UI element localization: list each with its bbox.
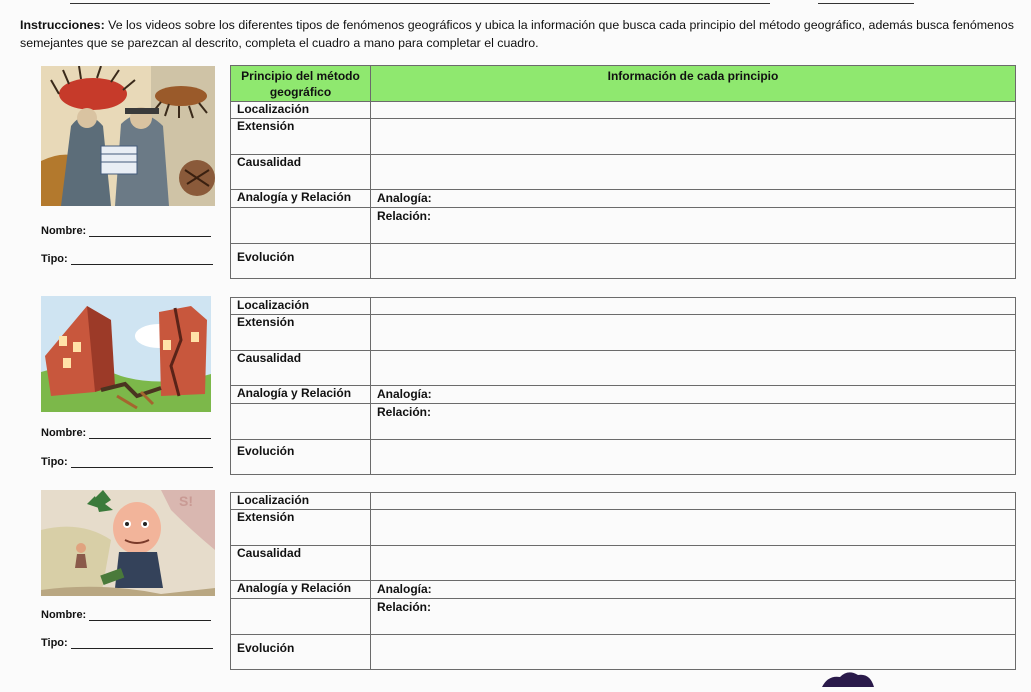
evolucion-label: Evolución <box>237 444 295 458</box>
row-extension-label: Extensión <box>231 315 371 351</box>
tipo-field[interactable] <box>41 636 213 649</box>
nombre-blank[interactable] <box>89 608 211 621</box>
row-localizacion-label: Localización <box>231 493 371 510</box>
row-extension-label: Extensión <box>231 119 371 155</box>
tipo-label: Tipo: <box>41 456 68 468</box>
row-relacion-answer[interactable] <box>371 599 1016 635</box>
nombre-field[interactable] <box>41 224 211 237</box>
top-rule <box>70 3 770 4</box>
instructions-paragraph <box>20 16 1020 52</box>
row-analogia-relacion-label: Analogía y Relación <box>231 581 371 599</box>
tipo-blank[interactable] <box>71 455 213 468</box>
row-analogia-answer[interactable] <box>371 581 1016 599</box>
nombre-field[interactable] <box>41 426 211 439</box>
row-extension-answer[interactable] <box>371 119 1016 155</box>
row-relacion-spacer <box>231 208 371 244</box>
relacion-label: Relación: <box>377 405 432 419</box>
principles-table-3 <box>230 492 1016 670</box>
instructions-label: Instrucciones: <box>20 18 105 32</box>
principles-table-1 <box>230 65 1016 279</box>
nombre-label: Nombre: <box>41 225 87 237</box>
tipo-field[interactable] <box>41 252 213 265</box>
nombre-field[interactable] <box>41 608 211 621</box>
row-causalidad-answer[interactable] <box>371 546 1016 581</box>
row-localizacion-answer[interactable] <box>371 102 1016 119</box>
row-relacion-answer[interactable] <box>371 404 1016 440</box>
tipo-label: Tipo: <box>41 637 68 649</box>
header-principle: Principio del método geográfico <box>231 66 371 102</box>
row-evolucion-label <box>231 244 371 279</box>
ink-blot <box>818 667 878 692</box>
row-extension-label: Extensión <box>231 510 371 546</box>
analogia-label: Analogía: <box>377 387 432 401</box>
principles-table-2 <box>230 297 1016 475</box>
row-localizacion-answer[interactable] <box>371 298 1016 315</box>
nombre-blank[interactable] <box>89 426 211 439</box>
row-evolucion-label <box>231 635 371 670</box>
row-analogia-answer[interactable] <box>371 386 1016 404</box>
tipo-label: Tipo: <box>41 253 68 265</box>
nombre-blank[interactable] <box>89 224 211 237</box>
tipo-blank[interactable] <box>71 636 213 649</box>
row-localizacion-label: Localización <box>231 102 371 119</box>
row-extension-answer[interactable] <box>371 510 1016 546</box>
row-causalidad-answer[interactable] <box>371 155 1016 190</box>
pest-cartoon-image <box>41 66 215 206</box>
tipo-blank[interactable] <box>71 252 213 265</box>
evolucion-label: Evolución <box>237 250 295 264</box>
analogia-label: Analogía: <box>377 582 432 596</box>
row-evolucion-label <box>231 440 371 475</box>
row-analogia-relacion-label: Analogía y Relación <box>231 386 371 404</box>
row-localizacion-answer[interactable] <box>371 493 1016 510</box>
svg-text:S!: S! <box>179 493 193 509</box>
row-extension-answer[interactable] <box>371 315 1016 351</box>
evolucion-label: Evolución <box>237 641 295 655</box>
header-information: Información de cada principio <box>371 66 1016 102</box>
tipo-field[interactable] <box>41 455 213 468</box>
row-evolucion-answer[interactable] <box>371 635 1016 670</box>
row-localizacion-label: Localización <box>231 298 371 315</box>
row-analogia-relacion-label: Analogía y Relación <box>231 190 371 208</box>
nombre-label: Nombre: <box>41 427 87 439</box>
row-causalidad-label: Causalidad <box>231 546 371 581</box>
row-evolucion-answer[interactable] <box>371 244 1016 279</box>
row-relacion-answer[interactable] <box>371 208 1016 244</box>
nombre-label: Nombre: <box>41 609 87 621</box>
row-causalidad-label: Causalidad <box>231 351 371 386</box>
row-causalidad-label: Causalidad <box>231 155 371 190</box>
instructions-text: Ve los videos sobre los diferentes tipos de fenómenos geográficos y ubica la información que busca cada principio del método geográfico, además busca fenómenos semejantes que se parezcan al descrito, completa el cuadro a mano para completar el cuadro. <box>20 18 1014 50</box>
analogia-label: Analogía: <box>377 191 432 205</box>
earthquake-image <box>41 296 211 412</box>
relacion-label: Relación: <box>377 600 432 614</box>
row-evolucion-answer[interactable] <box>371 440 1016 475</box>
relacion-label: Relación: <box>377 209 432 223</box>
top-rule <box>818 3 914 4</box>
row-analogia-answer[interactable] <box>371 190 1016 208</box>
row-relacion-spacer <box>231 599 371 635</box>
crisis-cartoon-image <box>41 490 215 596</box>
row-relacion-spacer <box>231 404 371 440</box>
row-causalidad-answer[interactable] <box>371 351 1016 386</box>
